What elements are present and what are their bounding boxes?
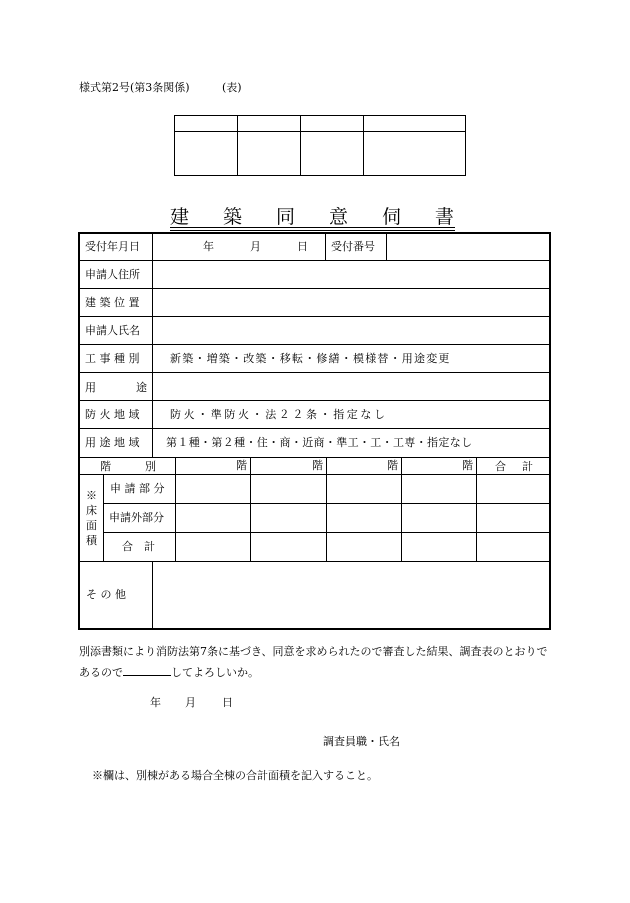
- date-year-label: 年: [203, 240, 214, 253]
- column-divider: [152, 561, 153, 628]
- stamp-cell: [364, 132, 466, 176]
- total-column-header: [495, 460, 533, 472]
- floor-unit-label: 階: [462, 459, 473, 472]
- title-char: 築: [222, 205, 242, 228]
- row-divider: [80, 428, 549, 429]
- row-divider: [80, 561, 549, 562]
- column-divider: [175, 457, 176, 561]
- confirmation-text-end: してよろしいか。: [171, 666, 259, 679]
- stamp-cell: [175, 132, 238, 176]
- confirmation-text-main: 別添書類により消防法第7条に基づき、同意を求められたので審査した結果、調査表のとおりであるので: [79, 645, 548, 679]
- date-day-label: 日: [297, 240, 308, 253]
- form-number-label: 様式第2号(第3条関係): [79, 81, 190, 94]
- column-divider: [326, 457, 327, 561]
- stamp-header-cell: [175, 116, 238, 132]
- row-divider: [80, 474, 549, 475]
- fire-zone-label: 防 火 地 域: [85, 408, 140, 421]
- floor-area-side-label: ※床面積: [86, 489, 97, 547]
- floor-column-header: [100, 460, 156, 472]
- title-underline: [170, 230, 455, 231]
- title-underline: [170, 227, 455, 228]
- usage-label: [85, 381, 147, 393]
- title-char: 書: [434, 205, 454, 228]
- use-zone-label: 用 途 地 域: [85, 436, 140, 449]
- floor-header-char: 別: [145, 460, 156, 473]
- sign-date-year: 年: [150, 696, 161, 709]
- construction-type-label: 工 事 種 別: [85, 352, 140, 365]
- sign-date-month: 月: [185, 696, 196, 709]
- column-divider: [476, 457, 477, 561]
- form-side-label: (表): [222, 81, 242, 94]
- other-label: そ の 他: [86, 588, 126, 601]
- row-divider: [80, 372, 549, 373]
- stamp-header-cell: [364, 116, 466, 132]
- stamp-cell: [301, 132, 364, 176]
- blank-field: [123, 663, 171, 676]
- date-month-label: 月: [250, 240, 261, 253]
- stamp-header-cell: [301, 116, 364, 132]
- document-title: [170, 204, 454, 226]
- stamp-cell: [238, 132, 301, 176]
- title-char: 意: [328, 205, 348, 228]
- use-zone-options: 第１種・第２種・住・商・近商・準工・工・工専・指定なし: [166, 436, 473, 449]
- title-char: 伺: [381, 205, 401, 228]
- column-divider: [325, 234, 326, 260]
- floor-header-char: 階: [100, 460, 111, 473]
- total-header-char: 計: [522, 460, 533, 473]
- fire-zone-options: 防火・準防火・法２２条・指定なし: [170, 408, 388, 421]
- application-form-table: [78, 232, 551, 630]
- applied-portion-label: 申 請 部 分: [110, 482, 165, 495]
- construction-type-options: 新築・増築・改築・移転・修繕・模様替・用途変更: [170, 352, 451, 365]
- title-char: 同: [275, 205, 295, 228]
- reception-number-label: 受付番号: [331, 240, 375, 253]
- reception-date-label: 受付年月日: [85, 240, 140, 253]
- building-location-label: 建 築 位 置: [85, 296, 140, 309]
- floor-unit-label: 階: [387, 459, 398, 472]
- row-divider: [80, 288, 549, 289]
- column-divider: [401, 457, 402, 561]
- applicant-name-label: 申請人氏名: [85, 324, 140, 337]
- stamp-header-cell: [238, 116, 301, 132]
- column-divider: [103, 474, 104, 561]
- approval-stamp-grid: [174, 115, 466, 176]
- inspector-label: 調査員職・氏名: [323, 735, 400, 748]
- floor-unit-label: 階: [236, 459, 247, 472]
- row-divider: [80, 344, 549, 345]
- column-divider: [250, 457, 251, 561]
- applicant-address-label: 申請人住所: [85, 268, 140, 281]
- column-divider: [152, 234, 153, 457]
- title-char: 建: [170, 205, 190, 228]
- row-divider: [80, 316, 549, 317]
- sign-date-day: 日: [222, 696, 233, 709]
- confirmation-text: [79, 641, 551, 683]
- usage-label-char: 途: [136, 381, 147, 394]
- non-applied-portion-label: 申請外部分: [109, 511, 164, 524]
- row-divider: [80, 400, 549, 401]
- usage-label-char: 用: [85, 381, 96, 394]
- floor-unit-label: 階: [312, 459, 323, 472]
- row-divider: [80, 260, 549, 261]
- total-header-char: 合: [495, 460, 506, 473]
- floor-total-label: 合 計: [122, 540, 155, 553]
- column-divider: [386, 234, 387, 260]
- footnote: ※欄は、別棟がある場合全棟の合計面積を記入すること。: [92, 769, 378, 782]
